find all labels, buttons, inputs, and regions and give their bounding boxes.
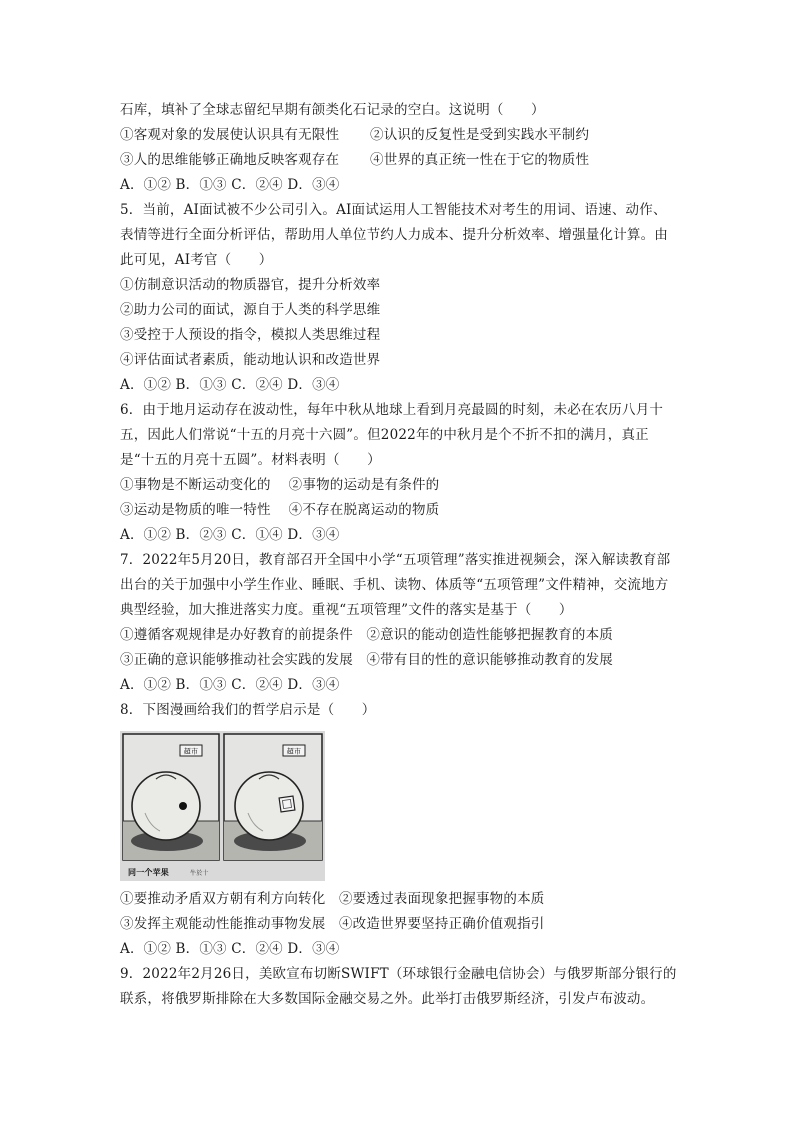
left-panel-sign: 超市 xyxy=(183,747,199,756)
q6-answers: A．①② B．②③ C．①④ D．③④ xyxy=(120,527,340,543)
q6-options-row1 xyxy=(120,473,680,498)
q6-option-3: ③运动是物质的唯一特性 xyxy=(120,502,271,518)
comic-caption: 同一个苹果 xyxy=(128,868,169,877)
comic-credit: 牛於十 xyxy=(190,870,209,877)
q7-option-2: ②意识的能动创造性能够把握教育的本质 xyxy=(366,627,613,643)
q7-options-row2 xyxy=(120,648,680,673)
q5-option-2: ②助力公司的面试，源自于人类的科学思维 xyxy=(120,302,381,318)
q7-option-1: ①遵循客观规律是办好教育的前提条件 xyxy=(120,627,353,643)
q6-option-4: ④不存在脱离运动的物质 xyxy=(288,502,440,518)
q8-options-row2 xyxy=(120,912,680,937)
q4-option-4: ④世界的真正统一性在于它的物质性 xyxy=(370,152,590,168)
q8-option-2: ②要透过表面现象把握事物的本质 xyxy=(338,891,545,907)
q5-option-1: ①仿制意识活动的物质器官，提升分析效率 xyxy=(120,277,381,293)
q7-answers: A．①② B．①③ C．②④ D．③④ xyxy=(120,677,340,693)
q6-option-2: ②事物的运动是有条件的 xyxy=(288,477,440,493)
q6-stem: 6．由于地月运动存在波动性，每年中秋从地球上看到月亮最圆的时刻，未必在农历八月十五，因此人们常说“十五的月亮十六圆”。但2022年的中秋月是个不折不扣的满月，真正是“十五的月亮十五圆”。材料表明（ ） xyxy=(120,402,664,468)
q6-option-1: ①事物是不断运动变化的 xyxy=(120,477,271,493)
q5-answers: A．①② B．①③ C．②④ D．③④ xyxy=(120,377,340,393)
q8-stem: 8．下图漫画给我们的哲学启示是（ ） xyxy=(120,702,376,718)
question-content xyxy=(120,98,680,1012)
q6-options-row2 xyxy=(120,498,680,523)
q5-option-3: ③受控于人预设的指令，模拟人类思维过程 xyxy=(120,327,381,343)
q8-answers: A．①② B．①③ C．②④ D．③④ xyxy=(120,941,340,957)
q7-options-row1 xyxy=(120,623,680,648)
q4-option-3: ③人的思维能够正确地反映客观存在 xyxy=(120,152,340,168)
q8-option-3: ③发挥主观能动性能推动事物发展 xyxy=(120,916,326,932)
right-panel-sign: 超市 xyxy=(286,747,302,756)
q4-stem: 石库，填补了全球志留纪早期有颌类化石记录的空白。这说明（ ） xyxy=(120,102,545,118)
q5-stem: 5．当前，AI面试被不少公司引入。AI面试运用人工智能技术对考生的用词、语速、动作、表情等进行全面分析评估，帮助用人单位节约人力成本、提升分析效率、增强量化计算。由此可见，AI考官（ ） xyxy=(120,202,668,268)
q4-options-row1 xyxy=(120,123,680,148)
q4-options-row2 xyxy=(120,148,680,173)
q4-answers: A．①② B．①③ C．②④ D．③④ xyxy=(120,177,340,193)
q4-option-1: ①客观对象的发展使认识具有无限性 xyxy=(120,127,340,143)
q8-option-1: ①要推动矛盾双方朝有利方向转化 xyxy=(120,891,326,907)
q8-option-4: ④改造世界要坚持正确价值观指引 xyxy=(338,916,545,932)
q7-option-4: ④带有目的性的意识能够推动教育的发展 xyxy=(366,652,613,668)
q4-option-2: ②认识的反复性是受到实践水平制约 xyxy=(370,127,590,143)
q5-option-4: ④评估面试者素质，能动地认识和改造世界 xyxy=(120,352,381,368)
q8-options-row1 xyxy=(120,887,680,912)
q9-stem: 9．2022年2月26日，美欧宣布切断SWIFT（环球银行金融电信协会）与俄罗斯部分银行的联系，将俄罗斯排除在大多数国际金融交易之外。此举打击俄罗斯经济，引发卢布波动。 xyxy=(120,966,677,1007)
q7-option-3: ③正确的意识能够推动社会实践的发展 xyxy=(120,652,353,668)
apple-comic-image xyxy=(120,731,325,881)
q7-stem: 7．2022年5月20日，教育部召开全国中小学“五项管理”落实推进视频会，深入解读教育部出台的关于加强中小学生作业、睡眠、手机、读物、体质等“五项管理”文件精神，交流地方典型经验，加大推进落实力度。重视“五项管理”文件的落实是基于（ ） xyxy=(120,552,671,618)
